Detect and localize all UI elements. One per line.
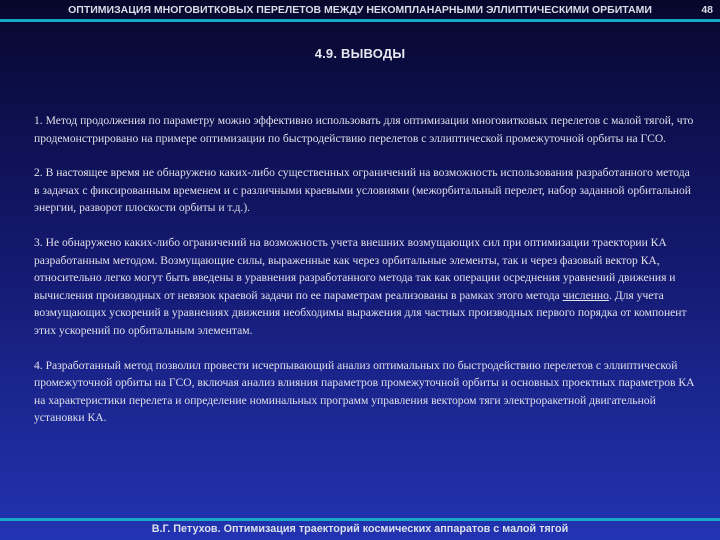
footer-text: В.Г. Петухов. Оптимизация траекторий космических аппаратов с малой тягой: [151, 523, 569, 535]
section-title: 4.9. ВЫВОДЫ: [314, 46, 406, 61]
conclusions-text: [34, 112, 696, 444]
conclusion-paragraph-2: 2. В настоящее время не обнаружено каких-либо существенных ограничений на возможность использования разработанного метода в задачах с фиксированным временем и с различными краевыми условиями (межорбитальный перелет, набор заданной орбитальной энергии, разворот плоскости орбиты и т.д.).: [34, 166, 691, 215]
conclusion-paragraph-3-before: 3. Не обнаружено каких-либо ограничений на возможность учета внешних возмущающих сил при оптимизации траектории КА разработанным методом. Возмущающие силы, выраженные как через орбитальные элементы, так и через фазовый вектор КА, относительно легко могут быть введены в уравнения разработанного метода так как операции осреднения уравнений движения и вычисления производных от невязок краевой задачи по ее параметрам реализованы в рамках этого метода: [34, 235, 676, 302]
conclusion-paragraph-1: 1. Метод продолжения по параметру можно эффективно использовать для оптимизации многовитковых перелетов с малой тягой, что продемонстрировано на примере оптимизации по быстродействию перелетов с эллиптической промежуточной орбиты на ГСО.: [34, 114, 694, 145]
conclusion-paragraph-3: [34, 234, 696, 340]
conclusion-paragraph-3-after: . Для учета возмущающих ускорений в уравнениях движения необходимы выражения для частных производных первого порядка от компонент этих ускорений по орбитальным элементам.: [34, 288, 687, 337]
slide-header: [0, 0, 720, 20]
page-number: 48: [701, 4, 713, 16]
header-divider: [0, 19, 720, 22]
footer-divider: [0, 518, 720, 521]
conclusion-paragraph-4: 4. Разработанный метод позволил провести исчерпывающий анализ оптимальных по быстродействию перелетов с эллиптической промежуточной орбиты на ГСО, включая анализ влияния параметров промежуточной орбиты и основных проектных параметров КА на характеристики перелета и определение номинальных программ управления вектором тяги электроракетной двигательной установки КА.: [34, 358, 695, 425]
underlined-word: численно: [562, 288, 609, 302]
header-title: ОПТИМИЗАЦИЯ МНОГОВИТКОВЫХ ПЕРЕЛЕТОВ МЕЖДУ НЕКОМПЛАНАРНЫМИ ЭЛЛИПТИЧЕСКИМИ ОРБИТАМИ: [68, 4, 652, 16]
